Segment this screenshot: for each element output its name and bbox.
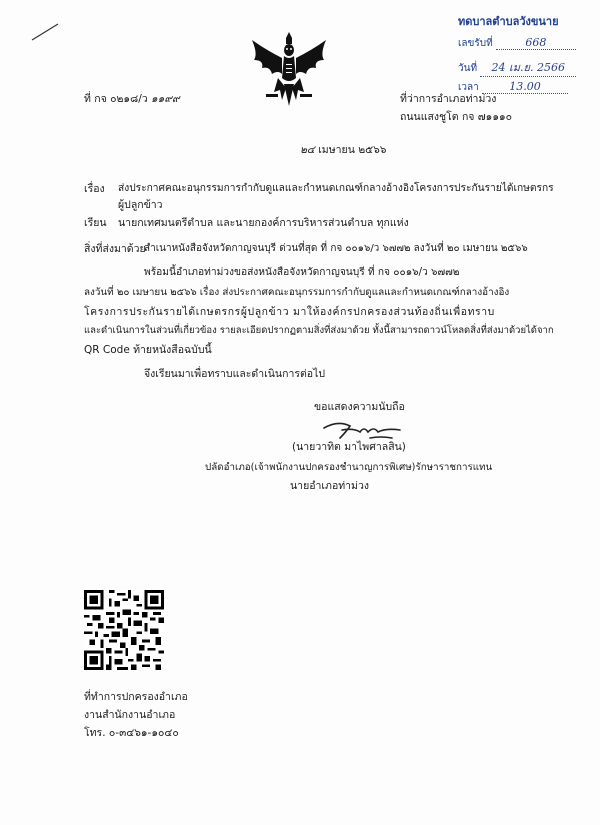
qr-code [84, 590, 164, 670]
signer-name: (นายวาทิต มาไพศาลสิน) [292, 441, 406, 453]
date-hand: ๒๔ [300, 144, 315, 156]
ref-no-hand: ๑๑๙๙ [150, 93, 180, 105]
footer-line-3: โทร. ๐-๓๔๖๑-๑๐๔๐ [84, 727, 179, 739]
stamp-time-label: เวลา [458, 82, 479, 93]
pen-mark [30, 22, 60, 42]
enclosure-label: สิ่งที่ส่งมาด้วย [84, 243, 146, 255]
closing-line: จึงเรียนมาเพื่อทราบและดำเนินการต่อไป [144, 368, 326, 380]
letter-date [300, 143, 386, 157]
stamp-receive-no: 668 [496, 36, 576, 50]
footer-line-1: ที่ทำการปกครองอำเภอ [84, 691, 188, 703]
body-line-2: ลงวันที่ ๒๐ เมษายน ๒๕๖๖ เรื่อง ส่งประกาศคณะอนุกรรมการกำกับดูแลและกำหนดเกณฑ์กลางอ้างอิง [84, 287, 510, 298]
ref-no-text: ที่ กจ ๐๒๑๘/ว [84, 93, 148, 105]
office-line-2: ถนนแสงชูโต กจ ๗๑๑๑๐ [400, 111, 513, 123]
to-label: เรียน [84, 217, 107, 229]
office-line-1: ที่ว่าการอำเภอท่าม่วง [400, 93, 497, 105]
receive-stamp [456, 10, 594, 96]
subject-label: เรื่อง [84, 183, 105, 195]
body-line-3: โครงการประกันรายได้เกษตรกรผู้ปลูกข้าว มาให้องค์กรปกครองส่วนท้องถิ่นเพื่อทราบ [84, 306, 495, 318]
footer-line-2: งานสำนักงานอำเภอ [84, 709, 176, 721]
stamp-org: ทดบาลตำบลวังขนาย [458, 15, 559, 28]
enclosure-text: สำเนาหนังสือจังหวัดกาญจนบุรี ด่วนที่สุด ที่ กจ ๐๐๑๖/ว ๖๗๗๒ ลงวันที่ ๒๐ เมษายน ๒๕๖๖ [144, 243, 528, 254]
subject-line-1: ส่งประกาศคณะอนุกรรมการกำกับดูแลและกำหนดเกณฑ์กลางอ้างอิงโครงการประกันรายได้เกษตรกร [118, 183, 554, 194]
reference-number [84, 92, 180, 106]
body-line-5: QR Code ท้ายหนังสือฉบับนี้ [84, 344, 212, 356]
signer-position-2: นายอำเภอท่าม่วง [290, 480, 370, 492]
body-line-1: พร้อมนี้อำเภอท่าม่วงขอส่งหนังสือจังหวัดกาญจนบุรี ที่ กจ ๐๐๑๖/ว ๖๗๗๒ [144, 267, 460, 278]
date-text: เมษายน ๒๕๖๖ [318, 144, 387, 156]
body-line-4: และดำเนินการในส่วนที่เกี่ยวข้อง รายละเอียดปรากฏตามสิ่งที่ส่งมาด้วย ทั้งนี้สามารถดาวน์โหลดสิ่งที่ส่งมาด้วยได้จาก [84, 325, 554, 336]
subject-line-2: ผู้ปลูกข้าว [118, 199, 163, 211]
regards-text: ขอแสดงความนับถือ [314, 401, 405, 413]
signer-position-1: ปลัดอำเภอ(เจ้าพนักงานปกครองชำนาญการพิเศษ)รักษาราชการแทน [205, 462, 493, 473]
stamp-time-value: 13.00 [482, 80, 568, 94]
to-text: นายกเทศมนตรีตำบล และนายกองค์การบริหารส่วนตำบล ทุกแห่ง [118, 217, 409, 229]
stamp-date-label: วันที่ [458, 63, 478, 74]
stamp-receive-no-label: เลขรับที่ [458, 38, 493, 49]
garuda-emblem-icon [248, 30, 330, 108]
signature-mark [320, 418, 410, 442]
stamp-date-value: 24 เม.ย. 2566 [480, 58, 576, 77]
